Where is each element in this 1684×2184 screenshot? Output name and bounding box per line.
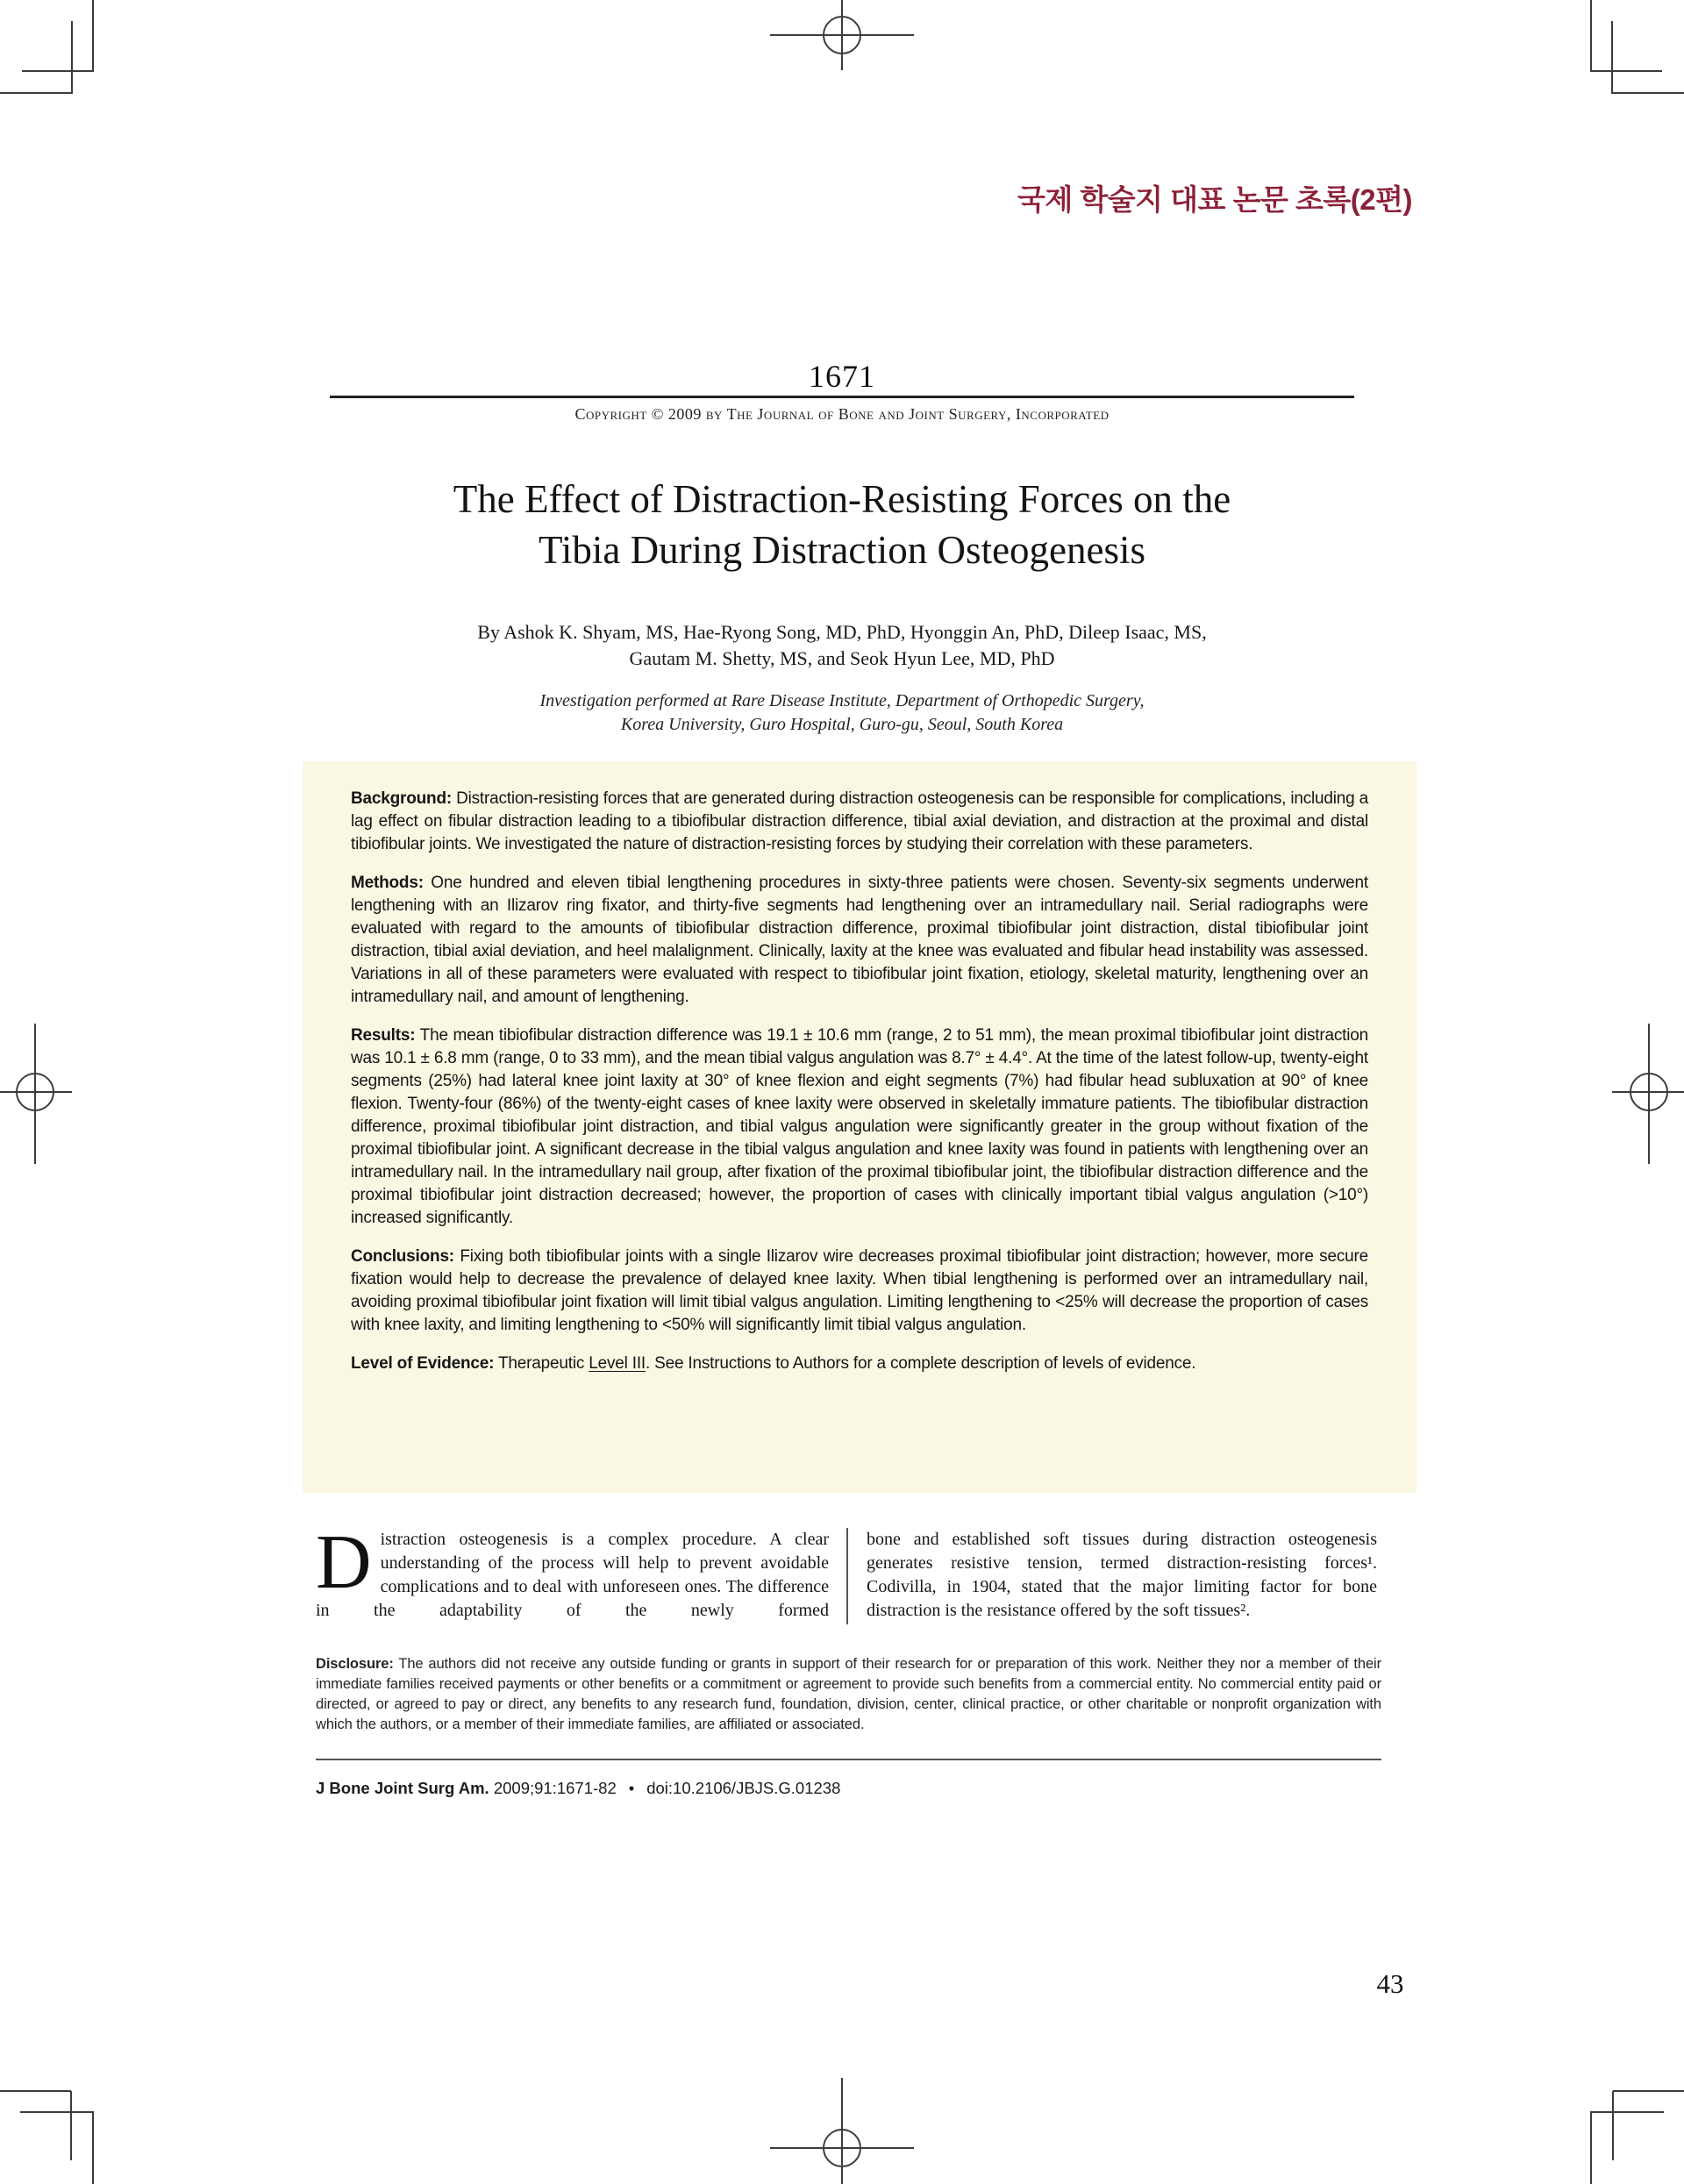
disclosure-note (316, 1654, 1381, 1735)
crop-mark-top-right-h2 (1611, 92, 1684, 94)
article-title-line1: The Effect of Distraction-Resisting Forces on the (453, 477, 1231, 521)
crop-mark-top-right-v2 (1611, 21, 1613, 94)
intro-column-right (867, 1528, 1377, 1623)
affiliation-line1: Investigation performed at Rare Disease Institute, Department of Orthopedic Surgery, (539, 691, 1145, 710)
crop-mark-top-right-h1 (1590, 70, 1662, 72)
disclosure-text: The authors did not receive any outside funding or grants in support of their research for or preparation of this work. Neither they nor a member of their immediate families received payments or other benefits or a commitment or agreement to provide such benefits from a commercial entity. No commercial entity paid or directed, or agreed to pay or direct, any benefits to any research fund, foundation, division, center, clinical practice, or other charitable or nonprofit organization with which the authors, or a member of their immediate families, are affiliated or associated. (316, 1656, 1381, 1732)
abstract-evidence (351, 1353, 1368, 1375)
crop-mark-top-right-v1 (1590, 0, 1592, 72)
article-title (0, 474, 1684, 575)
author-byline (0, 619, 1684, 672)
article-title-line2: Tibia During Distraction Osteogenesis (538, 528, 1146, 572)
citation-reference: 2009;91:1671-82 (493, 1779, 617, 1797)
intro-column-right-text: bone and established soft tissues during distraction osteogenesis generates resistive tension, termed distraction-resisting forces¹. Codivilla, in 1904, stated that the major limiting factor for bone distraction is the resistance offered by the soft tissues². (867, 1530, 1377, 1620)
register-target-left-circle (16, 1073, 54, 1111)
intro-column-left (316, 1520, 829, 1623)
abstract-conclusions-text: Fixing both tibiofibular joints with a single Ilizarov wire decreases proximal tibiofibular joint distraction; however, more secure fixation would help to decrease the prevalence of delayed knee laxity. When tibial lengthening is performed over an intramedullary nail, avoiding proximal tibiofibular joint fixation will limit tibial valgus angulation. Limiting lengthening to <25% will decrease the proportion of cases with knee laxity, and limiting lengthening to <50% will significantly limit tibial valgus angulation. (351, 1247, 1368, 1334)
abstract-methods-text: One hundred and eleven tibial lengthening procedures in sixty-three patients were chosen. Seventy-six segments underwent lengthening with an Ilizarov ring fixator, and thirty-five segments had lengthening over an intramedullary nail. Serial radiographs were evaluated with regard to the amounts of tibiofibular distraction difference, proximal tibiofibular joint distraction, distal tibiofibular joint distraction, tibial axial deviation, and heel malalignment. Clinically, laxity at the knee was evaluated and fibular head instability was assessed. Variations in all of these parameters were evaluated with respect to tibiofibular joint fixation, etiology, skeletal maturity, lengthening over an intramedullary nail, and amount of lengthening. (351, 874, 1368, 1006)
crop-mark-top-left-v1 (92, 0, 94, 72)
abstract-results (351, 1024, 1368, 1230)
abstract-evidence-suffix: . See Instructions to Authors for a complete description of levels of evidence. (645, 1354, 1196, 1373)
abstract-conclusions (351, 1245, 1368, 1337)
abstract-evidence-prefix: Therapeutic (498, 1354, 585, 1373)
abstract-methods (351, 872, 1368, 1009)
crop-mark-bottom-right-h2 (1590, 2111, 1664, 2113)
crop-mark-top-left-v2 (71, 21, 73, 94)
abstract-conclusions-label: Conclusions: (351, 1247, 454, 1266)
crop-mark-top-left-h2 (0, 92, 73, 94)
copyright-line: Copyright © 2009 by The Journal of Bone and Joint Surgery, Incorporated (574, 405, 1110, 423)
abstract-results-text: The mean tibiofibular distraction difference was 19.1 ± 10.6 mm (range, 2 to 51 mm), the mean proximal tibiofibular joint distraction was 10.1 ± 6.8 mm (range, 0 to 33 mm), and the mean tibial valgus angulation was 8.7° ± 4.4°. At the time of the latest follow-up, twenty-eight segments (25%) had lateral knee joint laxity at 30° of knee flexion and eight segments (7%) had fibular head subluxation at 90° of knee flexion. Twenty-four (86%) of the twenty-eight cases of knee laxity were observed in skeletally immature patients. The tibiofibular distraction difference, proximal tibiofibular joint distraction, and tibial valgus angulation were significantly greater in the group without fixation of the proximal tibiofibular joint. A significant decrease in the tibial valgus angulation and knee laxity was found in patients with lengthening over an intramedullary nail. In the intramedullary nail group, after fixation of the proximal tibiofibular joint, the tibiofibular distraction difference and the proximal tibiofibular joint distraction decreased; however, the proportion of cases with clinically important tibial valgus angulation (>10°) increased significantly. (351, 1026, 1368, 1227)
crop-mark-bottom-right-h1 (1613, 2090, 1684, 2092)
affiliation-line2: Korea University, Guro Hospital, Guro-gu, Seoul, South Korea (620, 715, 1064, 734)
citation-doi: doi:10.2106/JBJS.G.01238 (646, 1779, 841, 1797)
citation-journal: J Bone Joint Surg Am. (316, 1779, 489, 1797)
author-byline-line2: Gautam M. Shetty, MS, and Seok Hyun Lee, MD, PhD (629, 647, 1055, 669)
crop-mark-bottom-right-v2 (1590, 2112, 1592, 2184)
footer-page-number: 43 (1376, 1968, 1404, 1999)
section-header-korean: 국제 학술지 대표 논문 초록(2편) (1017, 183, 1412, 216)
abstract-background-text: Distraction-resisting forces that are generated during distraction osteogenesis can be responsible for complications, including a lag effect on fibular distraction leading to a tibiofibular distraction difference, tibial axial deviation, and distraction at the proximal and distal tibiofibular joints. We investigated the nature of distraction-resisting forces by studying their correlation with these parameters. (351, 789, 1368, 853)
level-iii-link: Level III (589, 1354, 646, 1373)
dropcap-letter: D (316, 1520, 372, 1605)
affiliation (0, 689, 1684, 737)
disclosure-label: Disclosure: (316, 1656, 394, 1672)
bullet-separator: • (628, 1779, 635, 1797)
author-byline-line1: By Ashok K. Shyam, MS, Hae-Ryong Song, MD, PhD, Hyonggin An, PhD, Dileep Isaac, MS, (477, 621, 1207, 643)
crop-mark-bottom-left-h1 (0, 2090, 71, 2092)
column-divider (846, 1528, 848, 1624)
crop-mark-top-left-h1 (22, 70, 94, 72)
citation-rule (316, 1759, 1381, 1760)
abstract-background (351, 788, 1368, 856)
crop-mark-bottom-left-v2 (92, 2112, 94, 2184)
register-target-bottom-circle (823, 2129, 861, 2167)
citation-line (316, 1779, 1381, 1798)
abstract-box (303, 761, 1416, 1493)
intro-column-left-text: istraction osteogenesis is a complex procedure. A clear understanding of the process will help to prevent avoidable complications and to deal with unforeseen ones. The difference in the adaptability of the newly formed (316, 1530, 829, 1620)
abstract-results-label: Results: (351, 1026, 416, 1045)
register-target-top-circle (823, 16, 861, 54)
register-target-right-circle (1630, 1073, 1668, 1111)
journal-folio-number: 1671 (809, 359, 875, 394)
abstract-background-label: Background: (351, 789, 452, 808)
header-rule (330, 396, 1354, 398)
crop-mark-bottom-left-h2 (20, 2111, 94, 2113)
abstract-methods-label: Methods: (351, 874, 424, 892)
crop-mark-bottom-left-v1 (70, 2091, 72, 2160)
crop-mark-bottom-right-v1 (1612, 2091, 1614, 2160)
abstract-evidence-label: Level of Evidence: (351, 1354, 495, 1373)
